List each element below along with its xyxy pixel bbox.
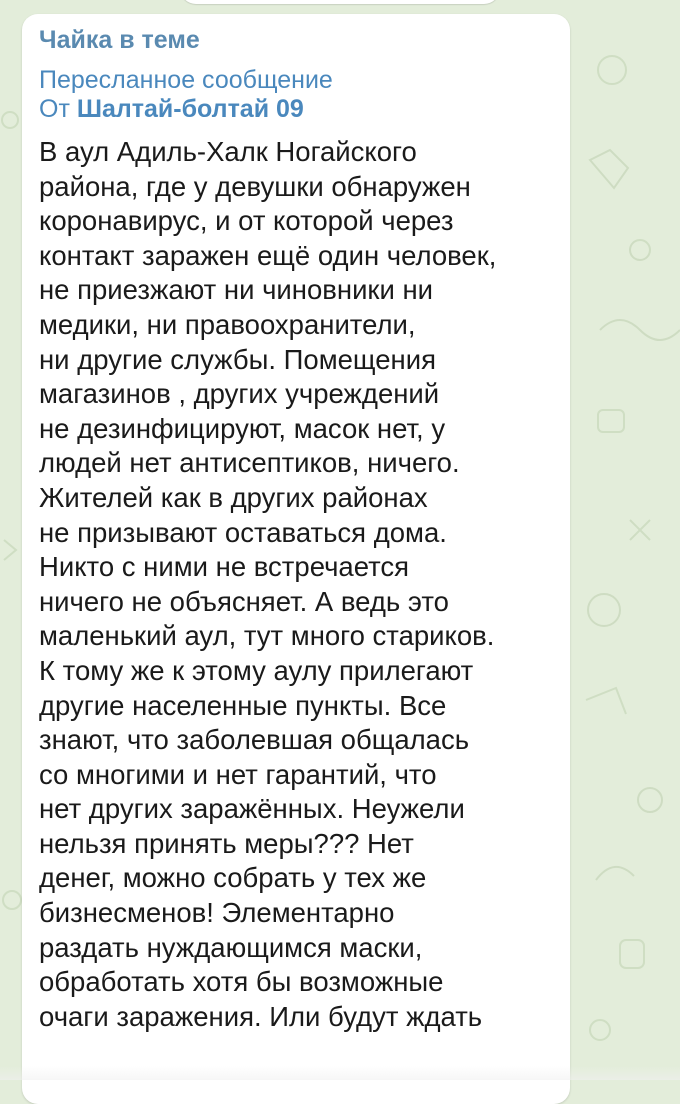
message-line: со многими и нет гарантий, что bbox=[39, 758, 437, 790]
message-line: другие населенные пункты. Все bbox=[39, 689, 447, 721]
forwarded-header[interactable] bbox=[39, 66, 333, 124]
message-text bbox=[39, 135, 564, 1034]
forwarded-label: Пересланное сообщение bbox=[39, 66, 333, 94]
message-line: В аул Адиль-Халк Ногайского bbox=[39, 136, 417, 167]
message-line: нет других заражённых. Неужели bbox=[39, 793, 465, 825]
message-line: не приезжают ни чиновники ни bbox=[39, 274, 434, 306]
message-line: коронавирус, и от которой через bbox=[39, 205, 454, 237]
message-line: раздать нуждающимся маски, bbox=[39, 931, 423, 963]
message-line: обработать хотя бы возможные bbox=[39, 966, 444, 998]
message-line: людей нет антисептиков, ничего. bbox=[39, 447, 460, 479]
sender-name[interactable]: Чайка в теме bbox=[39, 26, 200, 54]
message-line: ничего не объясняет. А ведь это bbox=[39, 585, 449, 617]
forwarded-from-line bbox=[39, 95, 333, 124]
message-line: медики, ни правоохранители, bbox=[39, 308, 416, 340]
message-line: контакт заражен ещё один человек, bbox=[39, 239, 497, 271]
message-line: К тому же к этому аулу прилегают bbox=[39, 654, 474, 686]
message-line: Никто с ними не встречается bbox=[39, 551, 410, 583]
message-line: не призывают оставаться дома. bbox=[39, 516, 447, 548]
message-line: ни другие службы. Помещения bbox=[39, 343, 436, 375]
message-line: магазинов , других учреждений bbox=[39, 378, 440, 410]
forwarded-author-name[interactable]: Шалтай-болтай 09 bbox=[76, 95, 304, 123]
message-line: не дезинфицируют, масок нет, у bbox=[39, 412, 446, 444]
message-line: очаги заражения. Или будут ждать bbox=[39, 1000, 483, 1032]
forwarded-from-prefix: От bbox=[39, 95, 77, 123]
message-line: бизнесменов! Элементарно bbox=[39, 897, 395, 929]
screen-bottom-edge bbox=[0, 1066, 680, 1080]
message-line: маленький аул, тут много стариков. bbox=[39, 620, 495, 652]
message-line: района, где у девушки обнаружен bbox=[39, 170, 471, 202]
message-line: знают, что заболевшая общалась bbox=[39, 724, 470, 756]
message-line: Жителей как в других районах bbox=[39, 481, 428, 513]
message-line: денег, можно собрать у тех же bbox=[39, 862, 427, 894]
message-line: нельзя принять меры??? Нет bbox=[39, 827, 414, 859]
previous-message-bubble bbox=[180, 0, 500, 4]
message-bubble[interactable] bbox=[22, 14, 570, 1104]
